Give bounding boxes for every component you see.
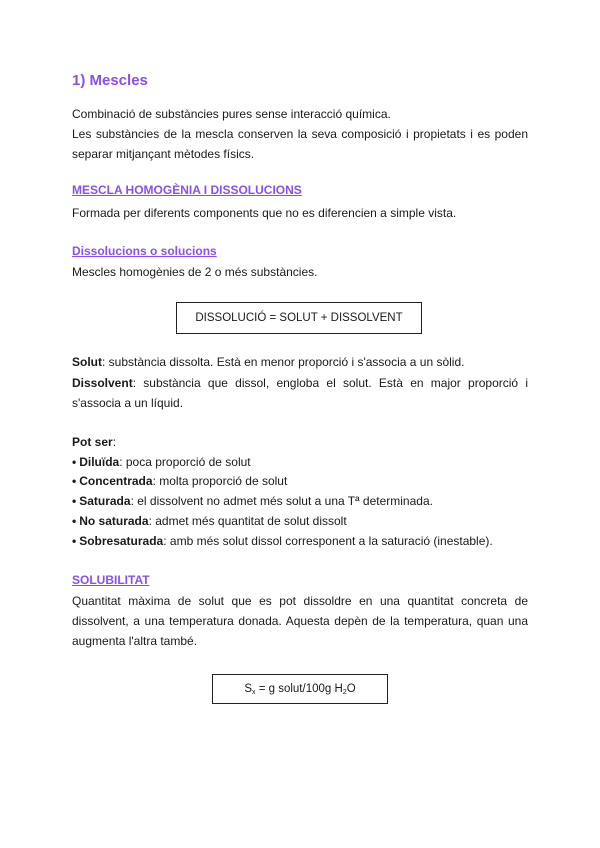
- definition-dissolvent: [72, 373, 528, 413]
- dissolucio-formula: DISSOLUCIÓ = SOLUT + DISSOLVENT: [195, 312, 403, 324]
- dissolucio-formula-box: [176, 302, 422, 334]
- solubilitat-text: Quantitat màxima de solut que es pot dissoldre en una quantitat concreta de dissolvent, a una temperatura donada. Aquesta depèn de la temperatura, quan una augmenta l'altra també.: [72, 594, 528, 648]
- bullet-icon: •: [72, 514, 77, 528]
- list-item: [72, 452, 251, 472]
- types-heading: Pot ser:: [72, 435, 117, 449]
- bullet-icon: •: [72, 455, 77, 469]
- bullet-icon: •: [72, 534, 77, 548]
- solubilitat-formula-box: [212, 674, 388, 704]
- type-text: : molta proporció de solut: [152, 474, 288, 488]
- type-text: : poca proporció de solut: [119, 455, 251, 469]
- types-heading-label: Pot ser: [72, 435, 113, 449]
- dissolvent-text: : substància que dissol, engloba el solut. Està en major proporció i s'associa a un líquid.: [72, 376, 528, 410]
- type-term: Saturada: [79, 494, 131, 508]
- page-title: 1) Mescles: [72, 72, 148, 89]
- dissolvent-term: Dissolvent: [72, 376, 133, 390]
- bullet-icon: •: [72, 474, 77, 488]
- type-text: : amb més solut dissol corresponent a la saturació (inestable).: [163, 534, 493, 548]
- bullet-icon: •: [72, 494, 77, 508]
- heading-mescla-homogenia: MESCLA HOMOGÈNIA I DISSOLUCIONS: [72, 183, 302, 197]
- dissolucions-text: Mescles homogènies de 2 o més substàncies.: [72, 265, 318, 279]
- homogenia-text: Formada per diferents components que no es diferencien a simple vista.: [72, 206, 457, 220]
- definition-solut: [72, 352, 464, 372]
- heading-solubilitat: SOLUBILITAT: [72, 573, 150, 587]
- intro-line-2: Les substàncies de la mescla conserven la seva composició i propietats i es poden separar mitjançant mètodes físics.: [72, 127, 528, 161]
- type-term: Sobresaturada: [79, 534, 164, 548]
- solubilitat-formula: $S_x = g$ solut/100g $H_2O$: [244, 682, 356, 696]
- type-text: : el dissolvent no admet més solut a una Tª determinada.: [130, 494, 433, 508]
- solut-term: Solut: [72, 355, 102, 369]
- list-item: [72, 491, 433, 511]
- list-item: [72, 531, 493, 551]
- type-term: Concentrada: [79, 474, 153, 488]
- type-term: Diluïda: [79, 455, 120, 469]
- type-term: No saturada: [79, 514, 149, 528]
- list-item: [72, 511, 347, 531]
- type-text: : admet més quantitat de solut dissolt: [148, 514, 347, 528]
- intro-line-1: Combinació de substàncies pures sense interacció química.: [72, 107, 391, 121]
- solut-text: : substància dissolta. Està en menor proporció i s'associa a un sòlid.: [102, 355, 465, 369]
- heading-dissolucions: Dissolucions o solucions: [72, 244, 217, 258]
- list-item: [72, 471, 287, 491]
